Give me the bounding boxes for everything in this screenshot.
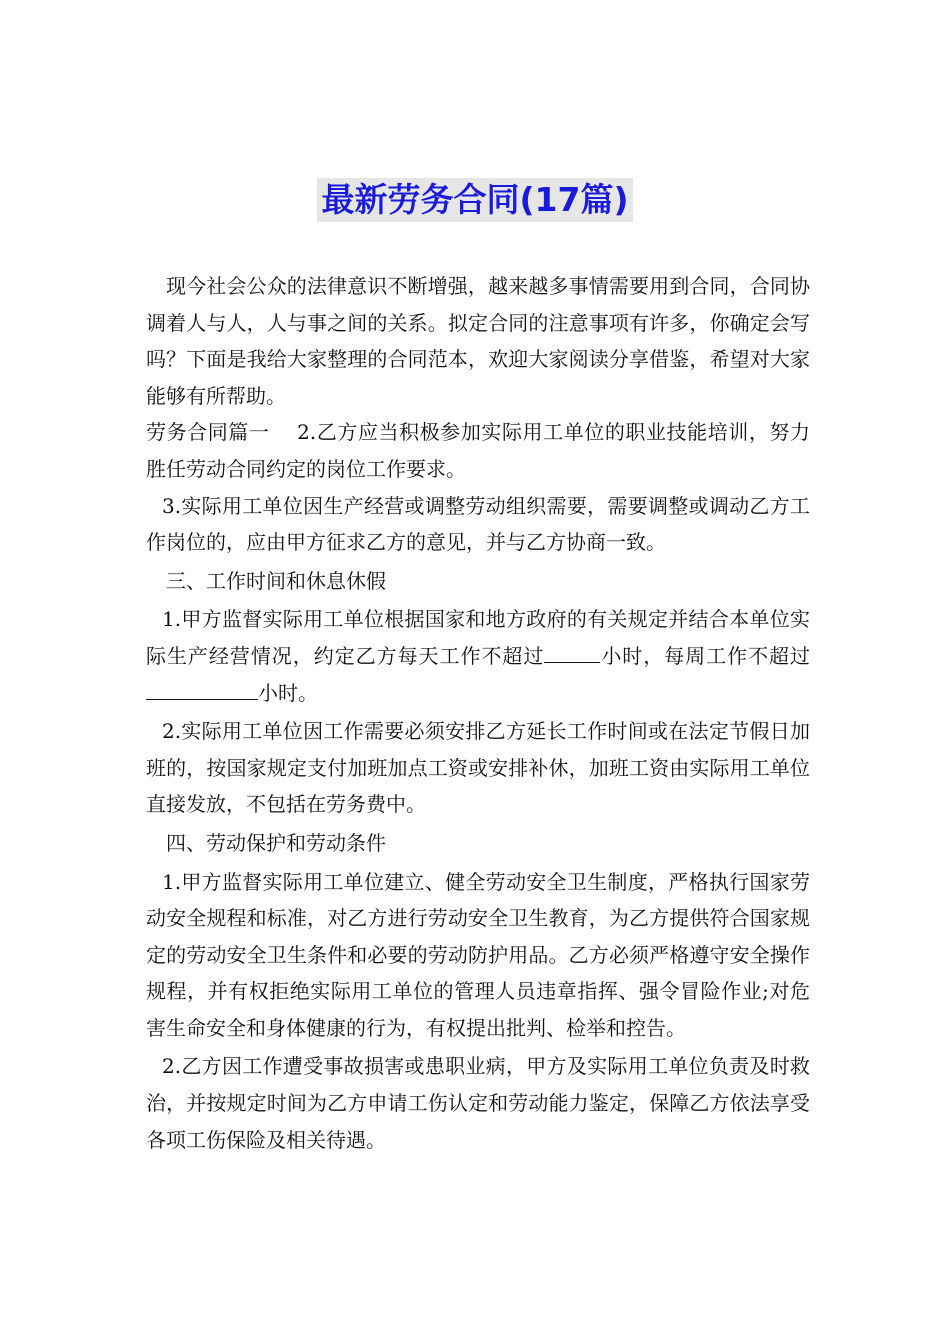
section-paragraph — [146, 414, 810, 487]
clause-1-hours-part-c: 小时。 — [258, 680, 318, 705]
clause-1-hours-part-b: 小时，每周工作不超过 — [600, 643, 811, 668]
title-area — [0, 178, 950, 222]
intro-paragraph: 现今社会公众的法律意识不断增强，越来越多事情需要用到合同，合同协调着人与人，人与事之间的关系。拟定合同的注意事项有许多，你确定会写吗？下面是我给大家整理的合同范本，欢迎大家阅读分享借鉴，希望对大家能够有所帮助。 — [146, 274, 810, 408]
document-title: 最新劳务合同(17篇) — [317, 178, 632, 222]
clause-1-hours — [146, 601, 810, 711]
clause-3-adjustment: 3.实际用工单位因生产经营或调整劳动组织需要，需要调整或调动乙方工作岗位的，应由甲方征求乙方的意见，并与乙方协商一致。 — [146, 493, 810, 555]
clause-1-safety: 1.甲方监督实际用工单位建立、健全劳动安全卫生制度，严格执行国家劳动安全规程和标准，对乙方进行劳动安全卫生教育，为乙方提供符合国家规定的劳动安全卫生条件和必要的劳动防护用品。乙方必须严格遵守安全操作规程，并有权拒绝实际用工单位的管理人员违章指挥、强令冒险作业;对危害生命安全和身体健康的行为，有权提出批判、检举和控告。 — [146, 869, 810, 1040]
daily-hours-blank[interactable] — [544, 640, 600, 663]
clause-2-injury: 2.乙方因工作遭受事故损害或患职业病，甲方及实际用工单位负责及时救治，并按规定时间为乙方申请工伤认定和劳动能力鉴定，保障乙方依法享受各项工伤保险及相关待遇。 — [146, 1054, 810, 1152]
heading-work-hours: 三、工作时间和休息休假 — [166, 568, 386, 593]
clause-1-hours-part-a: 1.甲方监督实际用工单位根据国家和地方政府的有关规定并结合本单位实际生产经营情况，约定乙方每天工作不超过 — [146, 607, 810, 668]
weekly-hours-blank[interactable] — [146, 677, 258, 700]
section-label: 劳务合同篇一 — [146, 420, 270, 445]
heading-labor-protection: 四、劳动保护和劳动条件 — [166, 830, 386, 855]
clause-2-overtime: 2.实际用工单位因工作需要必须安排乙方延长工作时间或在法定节假日加班的，按国家规定支付加班加点工资或安排补休，加班工资由实际用工单位直接发放，不包括在劳务费中。 — [146, 719, 810, 817]
clause-2-training: 2.乙方应当积极参加实际用工单位的职业技能培训，努力胜任劳动合同约定的岗位工作要求。 — [146, 420, 810, 481]
document-body — [146, 268, 810, 1158]
